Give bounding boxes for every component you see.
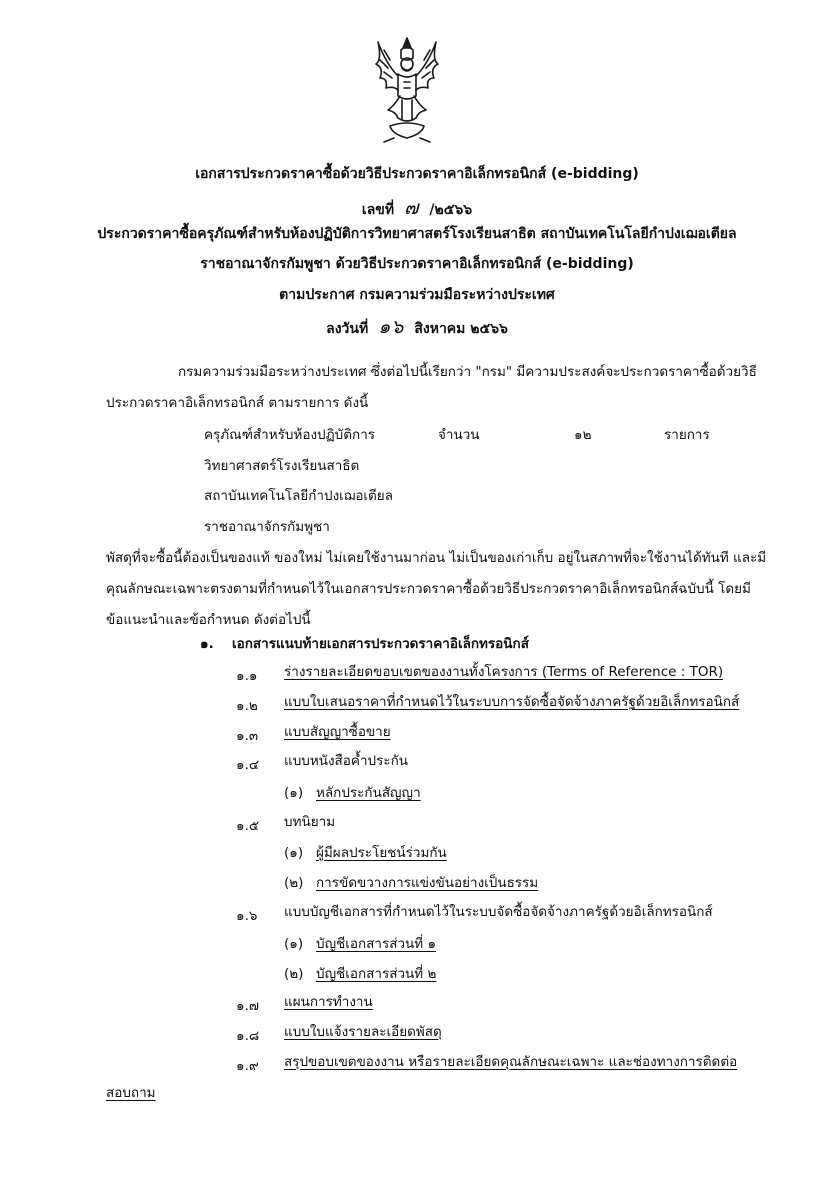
item-1-5-text: บทนิยาม <box>284 814 336 830</box>
item-1-9-link[interactable]: สรุปขอบเขตของงาน หรือรายละเอียดคุณลักษณะเฉพาะ และช่องทางการติดต่อ <box>284 1054 738 1070</box>
item-1-9-number: ๑.๙ <box>236 1058 259 1074</box>
item-1-6-2-link[interactable]: บัญชีเอกสารส่วนที่ ๒ <box>316 966 437 982</box>
date-label: ลงวันที่ <box>326 321 369 337</box>
item-1-8-link[interactable]: แบบใบแจ้งรายละเอียดพัสดุ <box>284 1024 442 1040</box>
item-unit: รายการ <box>664 427 710 443</box>
intro-line-1: กรมความร่วมมือระหว่างประเทศ ซึ่งต่อไปนี้เรียกว่า "กรม" มีความประสงค์จะประกวดราคาซื้อด้วยวิธี <box>178 364 757 380</box>
intro-line-2: ประกวดราคาอิเล็กทรอนิกส์ ตามรายการ ดังนี้ <box>106 395 369 411</box>
item-1-6-text: แบบบัญชีเอกสารที่กำหนดไว้ในระบบจัดซื้อจัดจ้างภาครัฐด้วยอิเล็กทรอนิกส์ <box>284 904 713 920</box>
item-1-4-1-link[interactable]: หลักประกันสัญญา <box>316 785 421 801</box>
item-1-5-2-number: (๒) <box>284 875 304 891</box>
item-1-1-link[interactable]: ร่างรายละเอียดขอบเขตของงานทั้งโครงการ (Terms of Reference : TOR) <box>284 664 724 680</box>
garuda-emblem-icon <box>364 34 450 144</box>
number-year: /๒๕๖๖ <box>429 202 473 218</box>
item-1-3-number: ๑.๓ <box>236 728 259 744</box>
section-1-title: เอกสารแนบท้ายเอกสารประกวดราคาอิเล็กทรอนิกส์ <box>232 636 529 652</box>
item-1-5-number: ๑.๕ <box>236 818 260 834</box>
date-day-handwritten: ๑๖ <box>378 316 405 338</box>
document-number <box>0 193 834 223</box>
item-1-6-1-number: (๑) <box>284 936 304 952</box>
item-1-5-1-link[interactable]: ผู้มีผลประโยชน์ร่วมกัน <box>316 845 447 861</box>
issuer-line: ตามประกาศ กรมความร่วมมือระหว่างประเทศ <box>279 287 555 303</box>
item-1-2-number: ๑.๒ <box>236 698 258 714</box>
section-1-number: ๑. <box>200 636 214 652</box>
number-label: เลขที่ <box>361 202 395 218</box>
body-line-3: ข้อแนะนำและข้อกำหนด ดังต่อไปนี้ <box>106 612 311 628</box>
item-1-4-1-number: (๑) <box>284 785 304 801</box>
item-name-line-4: ราชอาณาจักรกัมพูชา <box>204 519 330 535</box>
item-1-7-number: ๑.๗ <box>236 998 260 1014</box>
item-1-4-text: แบบหนังสือค้ำประกัน <box>284 753 408 769</box>
item-qty-value: ๑๒ <box>574 427 592 443</box>
item-1-5-2-link[interactable]: การขัดขวางการแข่งขันอย่างเป็นธรรม <box>316 875 539 891</box>
date-month-year: สิงหาคม ๒๕๖๖ <box>414 321 508 337</box>
item-name-line-1: ครุภัณฑ์สำหรับห้องปฏิบัติการ <box>204 427 376 443</box>
item-1-7-link[interactable]: แผนการทำงาน <box>284 994 373 1010</box>
item-1-6-1-link[interactable]: บัญชีเอกสารส่วนที่ ๑ <box>316 936 437 952</box>
item-1-2-link[interactable]: แบบใบเสนอราคาที่กำหนดไว้ในระบบการจัดซื้อจัดจ้างภาครัฐด้วยอิเล็กทรอนิกส์ <box>284 694 740 710</box>
body-line-1: พัสดุที่จะซื้อนี้ต้องเป็นของแท้ ของใหม่ ไม่เคยใช้งานมาก่อน ไม่เป็นของเก่าเก็บ อยู่ในสภาพที่จะใช้งานได้ทันที และมี <box>106 550 767 566</box>
number-handwritten: ๗ <box>404 197 420 219</box>
item-name-line-2: วิทยาศาสตร์โรงเรียนสาธิต <box>204 458 360 474</box>
item-1-5-1-number: (๑) <box>284 845 304 861</box>
item-1-6-2-number: (๒) <box>284 966 304 982</box>
item-1-9-link-continued[interactable]: สอบถาม <box>106 1085 156 1101</box>
document-date <box>0 312 834 342</box>
document-title: เอกสารประกวดราคาซื้อด้วยวิธีประกวดราคาอิเล็กทรอนิกส์ (e-bidding) <box>195 166 639 182</box>
subject-line-1: ประกวดราคาซื้อครุภัณฑ์สำหรับห้องปฏิบัติการวิทยาศาสตร์โรงเรียนสาธิต สถาบันเทคโนโลยีกำปงเฌอเตียล <box>97 226 737 242</box>
item-1-1-number: ๑.๑ <box>236 668 258 684</box>
item-1-3-link[interactable]: แบบสัญญาซื้อขาย <box>284 724 391 740</box>
item-1-8-number: ๑.๘ <box>236 1028 260 1044</box>
subject-line-2: ราชอาณาจักรกัมพูชา ด้วยวิธีประกวดราคาอิเล็กทรอนิกส์ (e-bidding) <box>200 256 634 272</box>
item-name-line-3: สถาบันเทคโนโลยีกำปงเฌอเตียล <box>204 488 393 504</box>
body-line-2: คุณลักษณะเฉพาะตรงตามที่กำหนดไว้ในเอกสารประกวดราคาซื้อด้วยวิธีประกวดราคาอิเล็กทรอนิกส์ฉบับนี้ โดยมี <box>106 581 751 597</box>
item-1-4-number: ๑.๔ <box>236 757 260 773</box>
item-1-6-number: ๑.๖ <box>236 908 258 924</box>
item-qty-label: จำนวน <box>438 427 480 443</box>
